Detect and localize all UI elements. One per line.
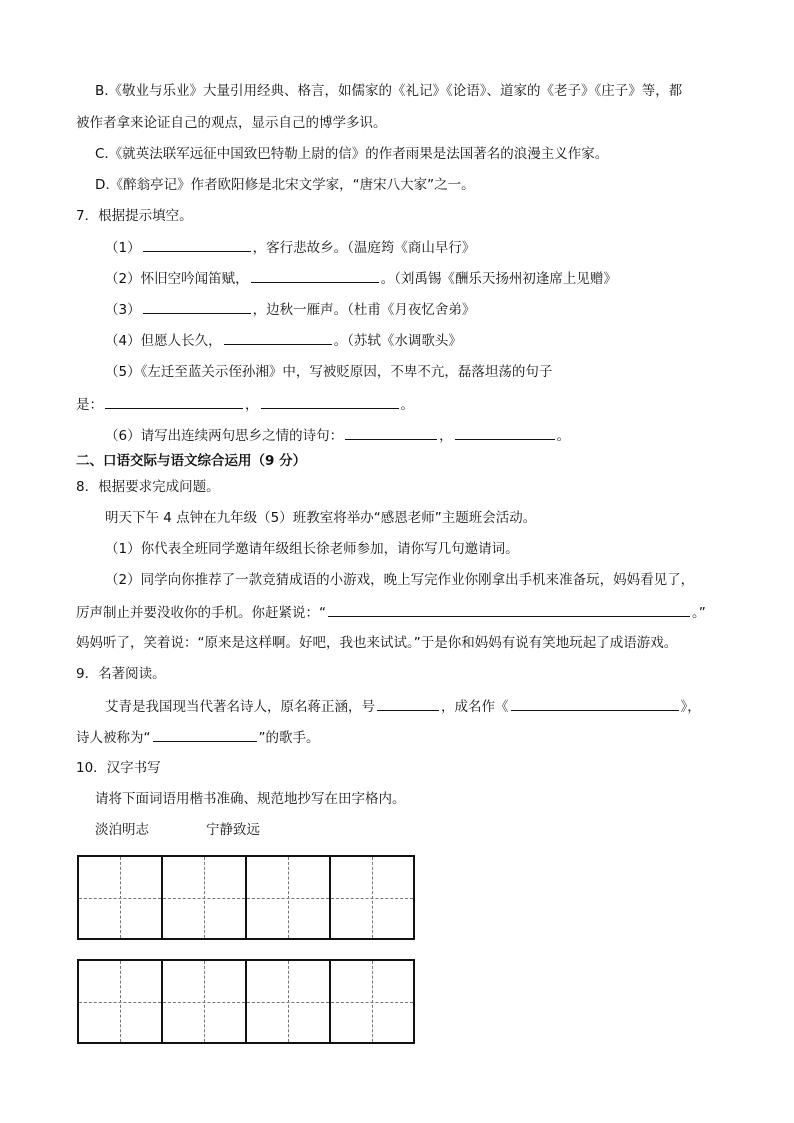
option-b-line1: B.《敬业与乐业》大量引用经典、格言，如儒家的《礼记》《论语》、道家的《老子》《庄子》等，都 bbox=[95, 83, 683, 99]
q7-item-3-text: ，边秋一雁声。（杜甫《月夜忆舍弟》 bbox=[252, 302, 476, 318]
answer-blank[interactable] bbox=[345, 425, 437, 440]
q7-item-1 bbox=[105, 237, 475, 258]
option-d: D.《醉翁亭记》作者欧阳修是北宋文学家，“唐宋八大家”之一。 bbox=[95, 177, 475, 193]
answer-blank[interactable] bbox=[511, 696, 679, 711]
section-2-heading: 二、口语交际与语文综合运用（9 分） bbox=[76, 453, 307, 469]
question-10-title: 10．汉字书写 bbox=[76, 760, 161, 776]
answer-blank[interactable] bbox=[105, 394, 243, 409]
comma: ， bbox=[245, 397, 259, 413]
period: 。 bbox=[556, 428, 571, 444]
q7-item-2-text: 。（刘禹锡《酬乐天扬州初逢席上见赠》 bbox=[380, 271, 617, 287]
q9-line-2-suffix: ”的歌手。 bbox=[258, 730, 320, 746]
q10-word-1: 淡泊明志 bbox=[95, 822, 149, 838]
q10-word-2: 宁静致远 bbox=[206, 822, 260, 838]
answer-blank[interactable] bbox=[153, 727, 257, 742]
q8-part-2-suffix: 。” bbox=[692, 605, 706, 621]
q7-item-5-line2 bbox=[76, 394, 414, 415]
q9-line-1-suffix: 》， bbox=[680, 699, 701, 715]
q7-item-4 bbox=[105, 330, 462, 351]
q8-intro: 明天下午 4 点钟在九年级（5）班教室将举办“感恩老师”主题班会活动。 bbox=[105, 510, 537, 526]
q8-part-2-line3: 妈妈听了，笑着说：“原来是这样啊。好吧，我也来试试。”于是你和妈妈有说有笑地玩起了成语游戏。 bbox=[76, 635, 678, 651]
answer-blank[interactable] bbox=[143, 299, 251, 314]
answer-blank[interactable] bbox=[143, 237, 251, 252]
q8-part-2-prefix: 厉声制止并要没收你的手机。你赶紧说：“ bbox=[76, 605, 326, 621]
q10-instruction: 请将下面词语用楷书准确、规范地抄写在田字格内。 bbox=[95, 791, 406, 807]
option-b-line2: 被作者拿来论证自己的观点，显示自己的博学多识。 bbox=[76, 115, 387, 131]
q7-item-5-line1: （5）《左迁至蓝关示侄孙湘》中，写被贬原因，不卑不亢，磊落坦荡的句子 bbox=[105, 364, 553, 380]
q9-line-2 bbox=[76, 727, 320, 748]
tianzige-cell[interactable] bbox=[79, 961, 163, 1042]
question-7-title: 7．根据提示填空。 bbox=[76, 208, 193, 224]
tianzige-cell[interactable] bbox=[79, 857, 163, 938]
q9-line-2-prefix: 诗人被称为“ bbox=[76, 730, 151, 746]
q7-item-3 bbox=[105, 299, 475, 320]
q7-item-6-label: （6）请写出连续两句思乡之情的诗句： bbox=[105, 428, 344, 444]
question-9-title: 9．名著阅读。 bbox=[76, 666, 166, 682]
q7-item-5-prefix: 是： bbox=[76, 397, 103, 413]
q7-item-2 bbox=[105, 268, 617, 289]
tianzige-cell[interactable] bbox=[247, 961, 331, 1042]
option-c: C.《就英法联军远征中国致巴特勒上尉的信》的作者雨果是法国著名的浪漫主义作家。 bbox=[95, 146, 609, 162]
tianzige-grid-row-2 bbox=[77, 959, 415, 1044]
answer-blank[interactable] bbox=[455, 425, 555, 440]
q7-item-6 bbox=[105, 425, 570, 446]
period: 。 bbox=[400, 397, 414, 413]
tianzige-cell[interactable] bbox=[247, 857, 331, 938]
tianzige-cell[interactable] bbox=[163, 961, 247, 1042]
q9-line-1 bbox=[105, 696, 701, 717]
q7-item-1-text: ，客行悲故乡。（温庭筠《商山早行》 bbox=[252, 240, 476, 256]
tianzige-cell[interactable] bbox=[331, 857, 413, 938]
q7-item-2-label: （2）怀旧空吟闻笛赋， bbox=[105, 271, 249, 287]
tianzige-cell[interactable] bbox=[163, 857, 247, 938]
q9-line-1-mid: ，成名作《 bbox=[441, 699, 509, 715]
answer-blank[interactable] bbox=[224, 330, 332, 345]
tianzige-cell[interactable] bbox=[331, 961, 413, 1042]
answer-blank[interactable] bbox=[251, 268, 379, 283]
q8-part-2-line1: （2）同学向你推荐了一款竞猜成语的小游戏，晚上写完作业你刚拿出手机来准备玩，妈妈看见了， bbox=[105, 572, 695, 588]
q7-item-3-label: （3） bbox=[105, 302, 141, 318]
q8-part-1: （1）你代表全班同学邀请年级组长徐老师参加，请你写几句邀请词。 bbox=[105, 541, 519, 557]
q9-line-1-prefix: 艾青是我国现当代著名诗人，原名蒋正涵，号 bbox=[105, 699, 375, 715]
q8-part-2-line2 bbox=[76, 602, 706, 623]
comma: ， bbox=[439, 428, 453, 444]
answer-blank[interactable] bbox=[261, 394, 399, 409]
q7-item-4-text: 。（苏轼《水调歌头》 bbox=[333, 333, 462, 349]
tianzige-grid-row-1 bbox=[77, 855, 415, 940]
q7-item-1-label: （1） bbox=[105, 240, 141, 256]
question-8-title: 8．根据要求完成问题。 bbox=[76, 479, 220, 495]
q7-item-4-label: （4）但愿人长久， bbox=[105, 333, 222, 349]
answer-blank[interactable] bbox=[328, 602, 690, 617]
answer-blank[interactable] bbox=[377, 696, 439, 711]
